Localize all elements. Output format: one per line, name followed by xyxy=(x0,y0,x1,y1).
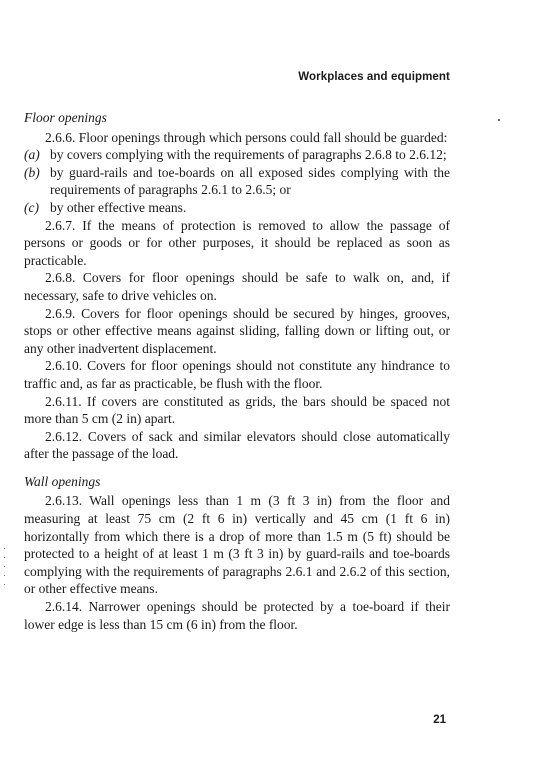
running-head: Workplaces and equipment xyxy=(298,71,450,83)
list-item-a-text: by covers complying with the requirements of paragraphs 2.6.8 to 2.6.12; xyxy=(50,147,447,163)
paragraph-2-6-10: 2.6.10. Covers for floor openings should not constitute any hindrance to traffic and, as far as practicable, be flush with the floor. xyxy=(24,358,450,391)
paragraph-2-6-6: 2.6.6. Floor openings through which persons could fall should be guarded: xyxy=(45,129,448,145)
list-marker-a: (a) xyxy=(24,147,40,163)
paragraph-2-6-8: 2.6.8. Covers for floor openings should be safe to walk on, and, if necessary, safe to drive vehicles on. xyxy=(24,270,450,303)
list-item-b-text: by guard-rails and toe-boards on all exposed sides complying with the requirements of paragraphs 2.6.1 to 2.6.5; or xyxy=(50,164,450,198)
paragraph-2-6-11: 2.6.11. If covers are constituted as grids, the bars should be spaced not more than 5 cm (2 in) apart. xyxy=(24,393,450,427)
margin-speck xyxy=(498,119,500,121)
paragraph-2-6-14: 2.6.14. Narrower openings should be protected by a toe-board if their lower edge is less than 15 cm (6 in) from the floor. xyxy=(24,599,450,632)
paragraph-2-6-9: 2.6.9. Covers for floor openings should be secured by hinges, grooves, stops or other effective means against sliding, falling down or lifting out, or any other inadvertent displacement. xyxy=(24,305,450,356)
paragraph-2-6-13: 2.6.13. Wall openings less than 1 m (3 ft 3 in) from the floor and measuring at least 75 cm (2 ft 6 in) vertically and 45 cm (1 ft 6 in) horizontally from which there is a drop of more than 1.5 m (5 ft) should be protected to a height of at least 1 m (3 ft 3 in) by guard-rails and toe-boards complying with the requirements of paragraphs 2.6.1 and 2.6.2 of this section, or other effective means. xyxy=(24,493,450,597)
page-number: 21 xyxy=(433,714,446,726)
list-marker-c: (c) xyxy=(24,199,39,215)
list-item-b xyxy=(24,164,450,199)
list-marker-b: (b) xyxy=(24,164,40,180)
list-item-c xyxy=(24,199,450,217)
list-item-c-text: by other effective means. xyxy=(50,199,187,215)
section-heading-floor-openings: Floor openings xyxy=(24,110,107,125)
page-body xyxy=(24,109,450,633)
section-heading-wall-openings: Wall openings xyxy=(24,473,101,489)
paragraph-2-6-7: 2.6.7. If the means of protection is removed to allow the passage of persons or goods or for other purposes, it should be replaced as soon as practicable. xyxy=(24,217,450,268)
paragraph-2-6-12: 2.6.12. Covers of sack and similar elevators should close automatically after the passage of the load. xyxy=(24,428,450,462)
list-item-a xyxy=(24,146,450,164)
margin-binding-dots xyxy=(4,548,8,608)
